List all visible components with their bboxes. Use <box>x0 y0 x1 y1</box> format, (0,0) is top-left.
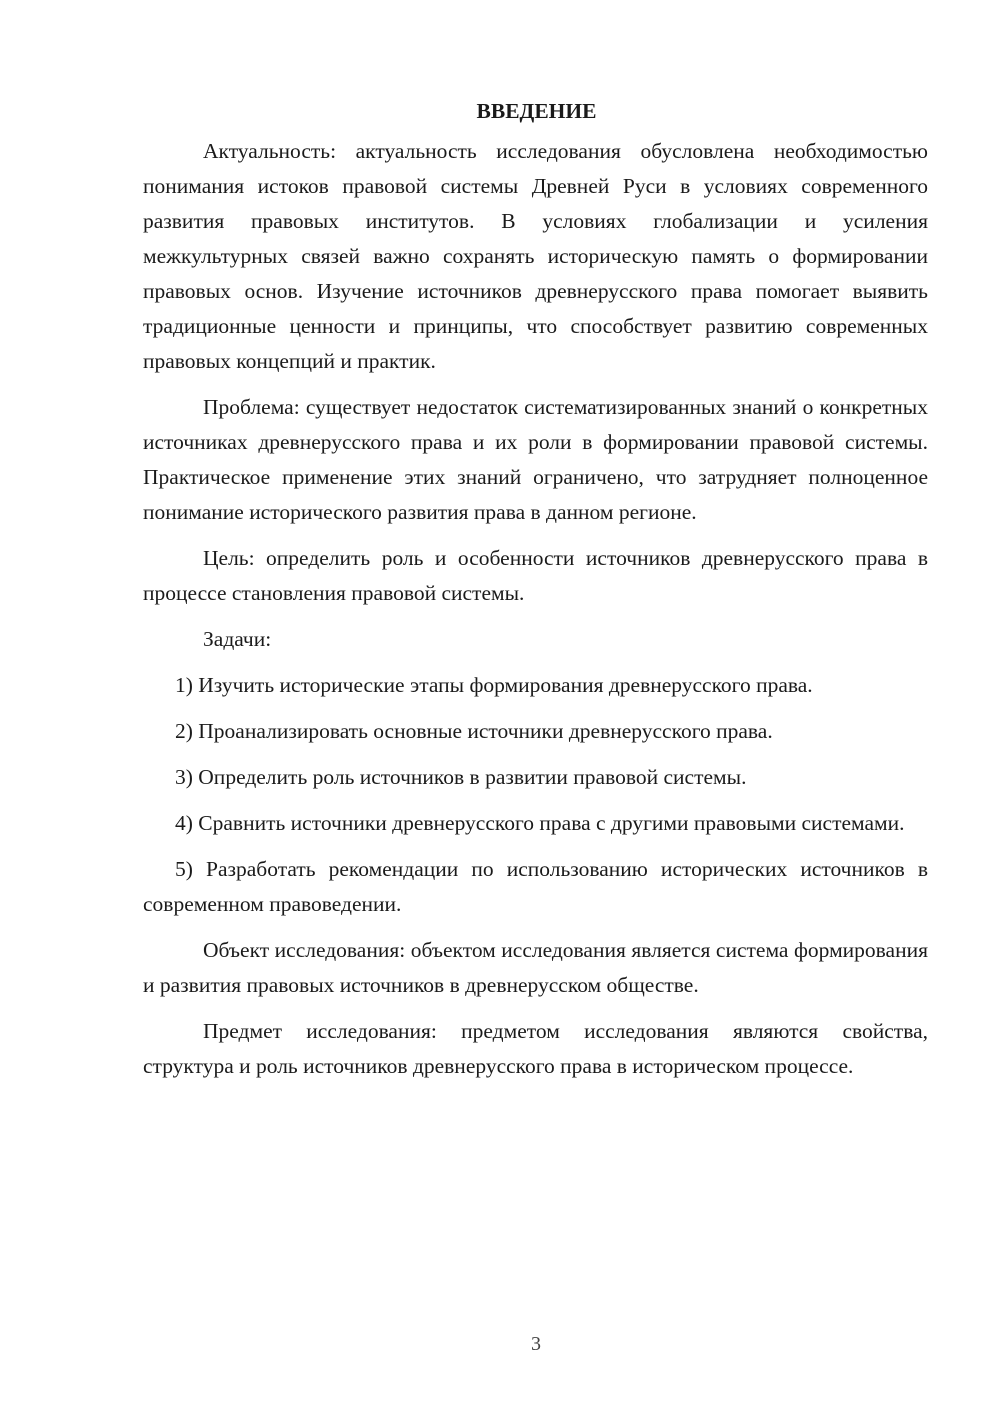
task-item-4: 4) Сравнить источники древнерусского права с другими правовыми системами. <box>175 811 905 835</box>
paragraph-goal: Цель: определить роль и особенности источников древнерусского права в процессе становления правовой системы. <box>143 546 928 605</box>
page-number: 3 <box>531 1333 541 1355</box>
paragraph-problem: Проблема: существует недостаток систематизированных знаний о конкретных источниках древнерусского права и их роли в формировании правовой системы. Практическое применение этих знаний ограничено, что затрудняет полноценное понимание исторического развития права в данном регионе. <box>143 395 928 524</box>
paragraph-tasks-heading: Задачи: <box>203 627 272 651</box>
paragraph-object: Объект исследования: объектом исследования является система формирования и развития правовых источников в древнерусском обществе. <box>143 938 928 997</box>
task-item-2: 2) Проанализировать основные источники древнерусского права. <box>175 719 773 743</box>
task-item-1: 1) Изучить исторические этапы формирования древнерусского права. <box>175 673 813 697</box>
task-item-3: 3) Определить роль источников в развитии правовой системы. <box>175 765 747 789</box>
paragraph-subject: Предмет исследования: предметом исследования являются свойства, структура и роль источников древнерусского права в историческом процессе. <box>143 1019 928 1078</box>
document-body <box>143 96 928 1095</box>
page-title: ВВЕДЕНИЕ <box>476 99 597 123</box>
paragraph-relevance: Актуальность: актуальность исследования обусловлена необходимостью понимания истоков правовой системы Древней Руси в условиях современного развития правовых институтов. В условиях глобализации и усиления межкультурных связей важно сохранять историческую память о формировании правовых основ. Изучение источников древнерусского права помогает выявить традиционные ценности и принципы, что способствует развитию современных правовых концепций и практик. <box>143 139 928 373</box>
task-item-5: 5) Разработать рекомендации по использованию исторических источников в современном правоведении. <box>143 857 928 916</box>
